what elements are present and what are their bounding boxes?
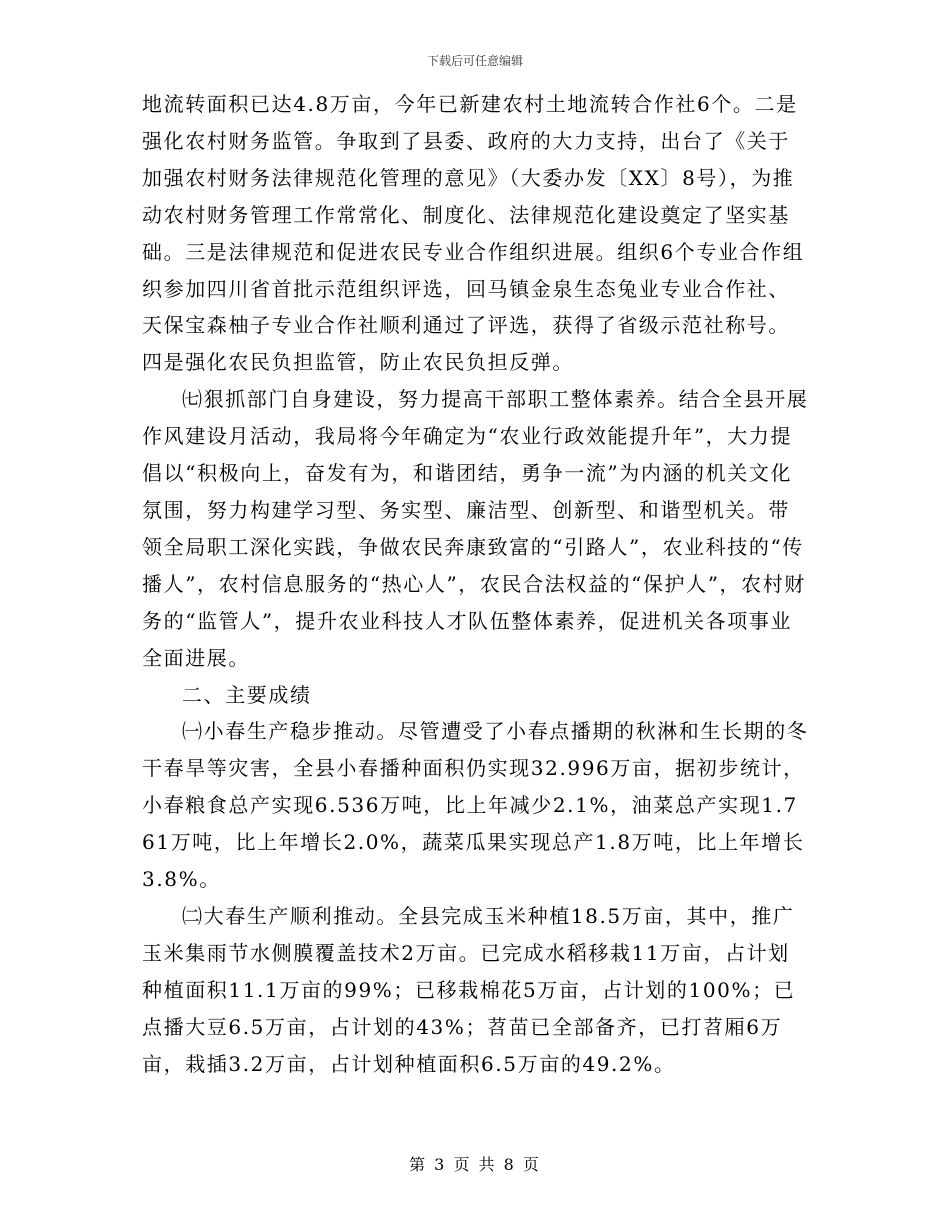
paragraph-spring-major: ㈡大春生产顺利推动。全县完成玉米种植18.5万亩，其中，推广玉米集雨节水侧膜覆盖技术2万亩。已完成水稻移栽11万亩，占计划种植面积11.1万亩的99%；已移栽棉花5万亩，占计划的100%；已点播大豆6.5万亩，占计划的43%；苕苗已全部备齐，已打苕厢6万亩，栽插3.2万亩，占计划种植面积6.5万亩的49.2%。 (142, 903, 796, 1076)
paragraph-self-building: ㈦狠抓部门自身建设，努力提高干部职工整体素养。结合全县开展作风建设月活动，我局将今年确定为“农业行政效能提升年”，大力提倡以“积极向上，奋发有为，和谐团结，勇争一流”为内涵的机关文化氛围，努力构建学习型、务实型、廉洁型、创新型、和谐型机关。带领全局职工深化实践，争做农民奔康致富的“引路人”，农业科技的“传播人”，农村信息服务的“热心人”，农民合法权益的“保护人”，农村财务的“监管人”，提升农业科技人才队伍整体素养，促进机关各项事业全面进展。 (142, 387, 809, 670)
document-body (142, 86, 810, 1082)
page-header-note: 下载后可任意编辑 (426, 54, 523, 68)
paragraph-spring-minor: ㈠小春生产稳步推动。尽管遭受了小春点播期的秋淋和生长期的冬干春旱等灾害，全县小春播种面积仍实现32.996万亩，据初步统计，小春粮食总产实现6.536万吨，比上年减少2.1%，油菜总产实现1.761万吨，比上年增长2.0%，蔬菜瓜果实现总产1.8万吨，比上年增长3.8%。 (142, 719, 809, 892)
section-heading-achievements: 二、主要成绩 (182, 682, 312, 707)
page-number: 第 3 页 共 8 页 (409, 1155, 541, 1174)
paragraph-land-finance: 地流转面积已达4.8万亩，今年已新建农村土地流转合作社6个。二是强化农村财务监管。争取到了县委、政府的大力支持，出台了《关于加强农村财务法律规范化管理的意见》（大委办发〔XX〕8号），为推动农村财务管理工作常常化、制度化、法律规范化建设奠定了坚实基础。三是法律规范和促进农民专业合作组织进展。组织6个专业合作组织参加四川省首批示范组织评选，回马镇金泉生态兔业专业合作社、天保宝森柚子专业合作社顺利通过了评选，获得了省级示范社称号。四是强化农民负担监管，防止农民负担反弹。 (142, 92, 805, 375)
